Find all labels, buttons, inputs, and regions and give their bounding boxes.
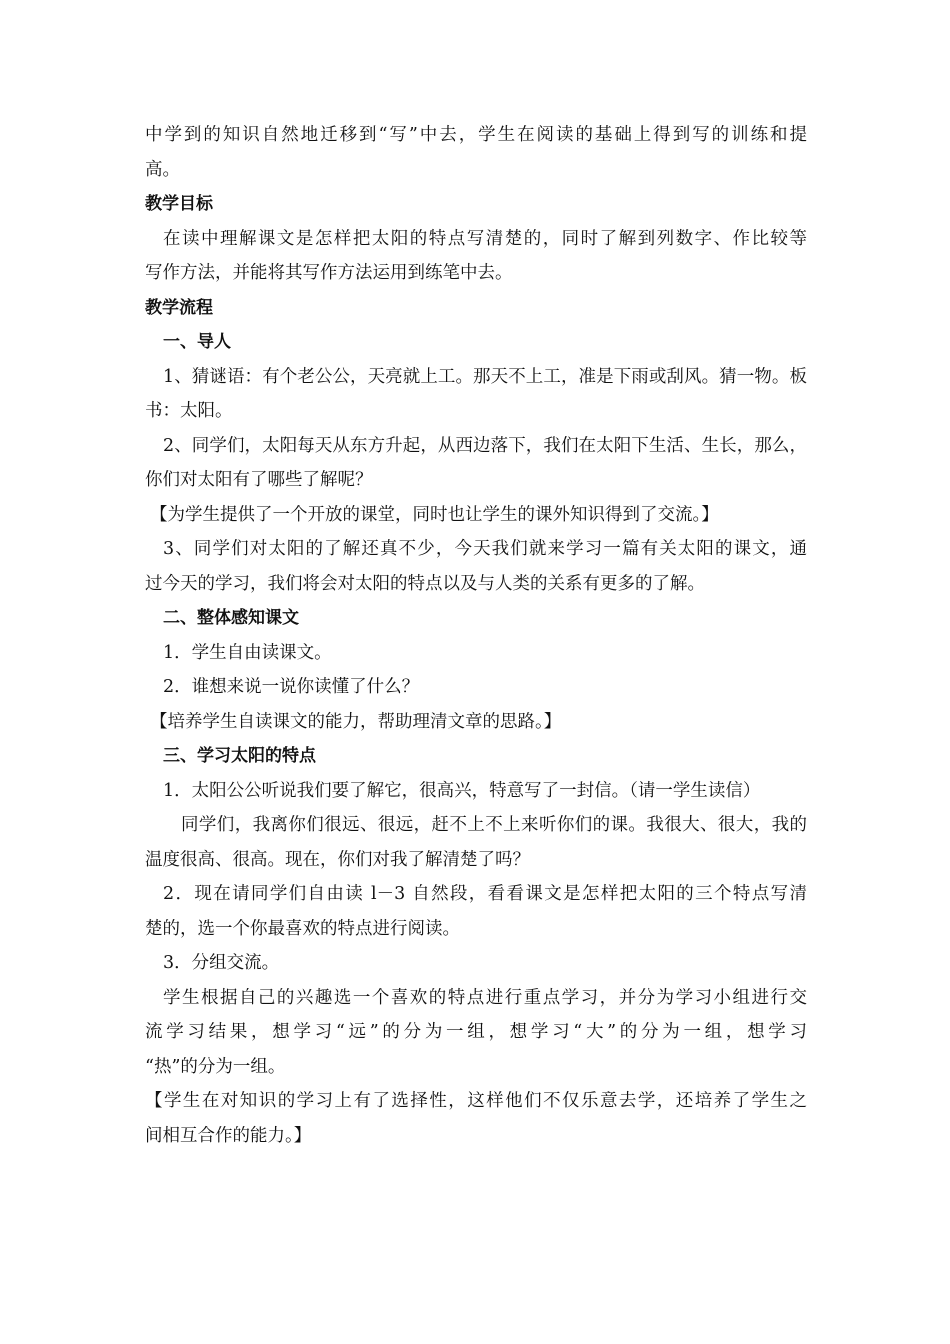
- section3-para-line-1: 学生根据自己的兴趣选一个喜欢的特点进行重点学习，并分为学习小组进行交: [163, 987, 807, 1008]
- section1-item1-line-1: 1、猜谜语：有个老公公，天亮就上工。那天不上工，准是下雨或刮风。猜一物。板: [163, 366, 807, 387]
- goals-heading: 教学目标: [145, 194, 213, 214]
- section2-item2: 2．谁想来说一说你读懂了什么？: [163, 677, 420, 697]
- section3-item1: 1．太阳公公听说我们要了解它，很高兴，特意写了一封信。（请一学生读信）: [163, 780, 761, 801]
- section2-item1: 1．学生自由读课文。: [163, 642, 332, 663]
- section1-item2-line-2: 你们对太阳有了哪些了解呢？: [145, 470, 373, 490]
- flow-heading: 教学流程: [145, 297, 213, 318]
- section3-item2-line-1: 2．现在请同学们自由读 l－3 自然段，看看课文是怎样把太阳的三个特点写清: [163, 884, 807, 904]
- section3-note-line-1: 【学生在对知识的学习上有了选择性，这样他们不仅乐意去学，还培养了学生之: [145, 1091, 807, 1111]
- goals-line-2: 写作方法，并能将其写作方法运用到练笔中去。: [145, 263, 513, 283]
- intro-line-1: 中学到的知识自然地迁移到“写”中去，学生在阅读的基础上得到写的训练和提: [145, 125, 807, 145]
- section2-heading: 二、整体感知课文: [163, 608, 299, 628]
- goals-line-1: 在读中理解课文是怎样把太阳的特点写清楚的，同时了解到列数字、作比较等: [163, 228, 807, 249]
- section1-item3-line-1: 3、同学们对太阳的了解还真不少，今天我们就来学习一篇有关太阳的课文，通: [163, 539, 807, 559]
- section3-note-line-2: 间相互合作的能力。】: [145, 1125, 312, 1146]
- section3-para-line-3: “热”的分为一组。: [145, 1056, 286, 1077]
- section1-heading: 一、导人: [163, 332, 231, 352]
- section3-heading: 三、学习太阳的特点: [163, 746, 316, 766]
- section1-note: 【为学生提供了一个开放的课堂，同时也让学生的课外知识得到了交流。】: [150, 504, 719, 525]
- section3-letter-line-1: 同学们，我离你们很远、很远，赶不上不上来听你们的课。我很大、很大，我的: [181, 815, 807, 835]
- intro-line-2: 高。: [145, 159, 180, 180]
- section1-item2-line-1: 2、同学们，太阳每天从东方升起，从西边落下，我们在太阳下生活、生长，那么，: [163, 435, 807, 456]
- section1-item3-line-2: 过今天的学习，我们将会对太阳的特点以及与人类的关系有更多的了解。: [145, 573, 705, 594]
- section2-note: 【培养学生自读课文的能力，帮助理清文章的思路。】: [150, 711, 562, 732]
- section3-letter-line-2: 温度很高、很高。现在，你们对我了解清楚了吗？: [145, 849, 530, 870]
- section1-item1-line-2: 书：太阳。: [145, 401, 233, 421]
- section3-para-line-2: 流学习结果，想学习“远”的分为一组，想学习“大”的分为一组，想学习: [145, 1022, 807, 1042]
- section3-item3: 3．分组交流。: [163, 953, 280, 973]
- section3-item2-line-2: 楚的，选一个你最喜欢的特点进行阅读。: [145, 918, 460, 939]
- document-page: [145, 118, 807, 1153]
